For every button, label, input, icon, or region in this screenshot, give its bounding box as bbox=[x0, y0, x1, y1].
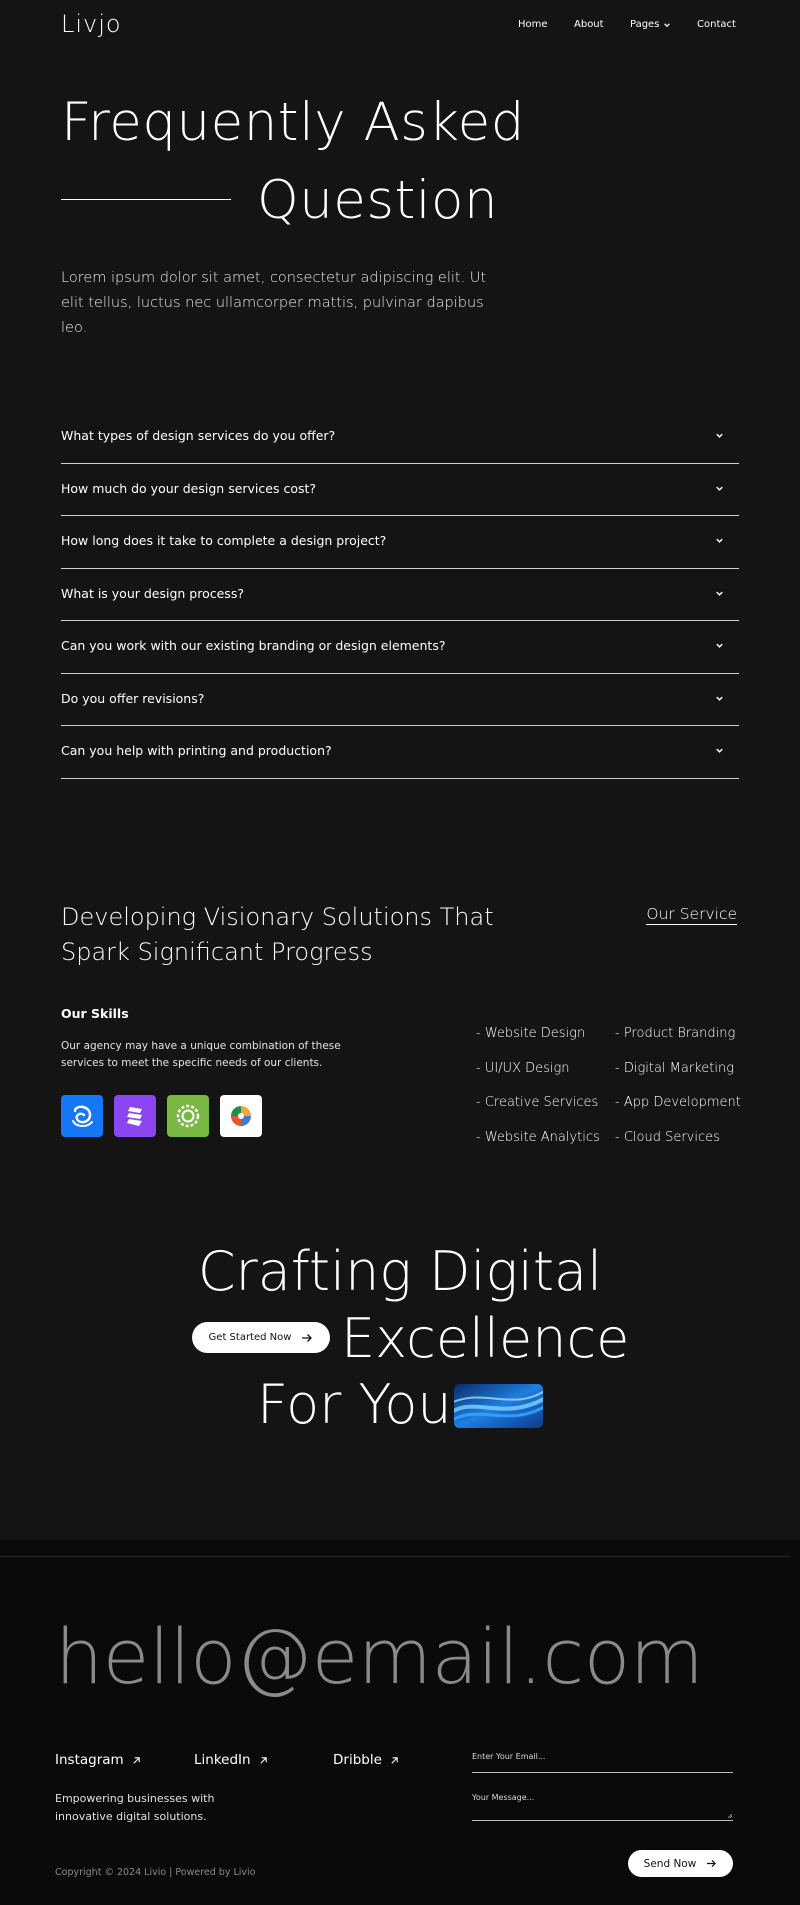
faq-question: How much do your design services cost? bbox=[61, 480, 317, 496]
chevron-down-icon bbox=[714, 588, 725, 599]
chevron-down-icon bbox=[714, 535, 725, 546]
chevron-down-icon bbox=[714, 693, 725, 704]
faq-item[interactable] bbox=[61, 516, 739, 569]
footer-tagline: Empowering businesses with innovative digital solutions. bbox=[55, 1792, 215, 1823]
arrow-up-right-icon bbox=[259, 1756, 268, 1765]
faq-item[interactable] bbox=[61, 621, 739, 674]
title-divider bbox=[61, 199, 231, 200]
nav-pages[interactable] bbox=[630, 19, 671, 30]
service-list-1 bbox=[476, 1017, 600, 1155]
get-started-button[interactable] bbox=[192, 1322, 330, 1353]
resize-handle-icon[interactable] bbox=[727, 1813, 733, 1819]
arrow-right-icon bbox=[706, 1859, 717, 1868]
faq-item[interactable] bbox=[61, 411, 739, 464]
service-item: - Creative Services bbox=[476, 1095, 599, 1110]
instagram-link[interactable] bbox=[55, 1752, 141, 1768]
cta-line1: Crafting Digital bbox=[197, 1240, 603, 1303]
dribble-link[interactable] bbox=[333, 1752, 399, 1768]
service-item: - Digital Marketing bbox=[615, 1060, 735, 1076]
footer-divider bbox=[0, 1556, 790, 1557]
email-placeholder: Enter Your Email... bbox=[472, 1752, 546, 1761]
chevron-down-icon bbox=[663, 21, 671, 29]
copyright: Copyright © 2024 Livio | Powered by Livio bbox=[55, 1867, 256, 1878]
skills-text: Our agency may have a unique combination of these services to meet the specific needs of our clients. bbox=[61, 1040, 341, 1069]
service-item: - Cloud Services bbox=[615, 1129, 720, 1145]
faq-question: What types of design services do you offer? bbox=[61, 428, 336, 443]
faq-question: Can you work with our existing branding or design elements? bbox=[61, 638, 446, 653]
faq-item[interactable] bbox=[61, 726, 739, 779]
service-item: - Website Design bbox=[476, 1026, 586, 1041]
faq-item[interactable] bbox=[61, 464, 739, 517]
dribble-label: Dribble bbox=[333, 1752, 382, 1768]
service-list-2 bbox=[615, 1017, 741, 1155]
faq-item[interactable] bbox=[61, 569, 739, 622]
leaf-app-icon bbox=[220, 1095, 262, 1137]
email-field[interactable] bbox=[472, 1752, 733, 1773]
message-placeholder: Your Message... bbox=[472, 1793, 535, 1802]
service-item: - Product Branding bbox=[615, 1026, 736, 1041]
linkedin-link[interactable] bbox=[194, 1752, 268, 1768]
nav-about[interactable]: About bbox=[574, 19, 604, 30]
chevron-down-icon bbox=[714, 483, 725, 494]
stack-app-icon bbox=[114, 1095, 156, 1137]
gear-app-icon bbox=[167, 1095, 209, 1137]
chevron-down-icon bbox=[714, 430, 725, 441]
service-item: - Website Analytics bbox=[476, 1129, 600, 1145]
faq-question: What is your design process? bbox=[61, 585, 244, 601]
service-item: - UI/UX Design bbox=[476, 1060, 570, 1076]
faq-question: How long does it take to complete a design project? bbox=[61, 533, 387, 548]
send-label: Send Now bbox=[643, 1857, 697, 1870]
abstract-blue-image bbox=[454, 1384, 543, 1428]
faq-question: Do you offer revisions? bbox=[61, 690, 205, 706]
app-icons bbox=[61, 1095, 262, 1137]
faq-item[interactable] bbox=[61, 674, 739, 727]
page-title-line1: Frequently Asked bbox=[61, 92, 525, 153]
contact-email[interactable]: hello@email.com bbox=[55, 1612, 704, 1701]
page-title-line2: Question bbox=[257, 170, 499, 231]
get-started-label: Get Started Now bbox=[208, 1332, 292, 1343]
services-title: Developing Visionary Solutions That Spark Significant Progress bbox=[61, 903, 494, 966]
faq-question: Can you help with printing and production? bbox=[61, 743, 332, 758]
message-field[interactable] bbox=[472, 1793, 733, 1821]
linkedin-label: LinkedIn bbox=[194, 1752, 251, 1768]
arrow-right-icon bbox=[301, 1333, 313, 1343]
instagram-label: Instagram bbox=[55, 1752, 124, 1768]
logo[interactable]: Livjo bbox=[61, 10, 122, 38]
intro-text: Lorem ipsum dolor sit amet, consectetur adipiscing elit. Ut elit tellus, luctus nec ullamcorper mattis, pulvinar dapibus leo. bbox=[61, 270, 487, 336]
swirl-app-icon bbox=[61, 1095, 103, 1137]
nav-contact[interactable]: Contact bbox=[697, 19, 736, 30]
chevron-down-icon bbox=[714, 745, 725, 756]
service-item: - App Development bbox=[615, 1095, 741, 1110]
arrow-up-right-icon bbox=[132, 1756, 141, 1765]
nav-home[interactable]: Home bbox=[518, 19, 548, 30]
arrow-up-right-icon bbox=[390, 1756, 399, 1765]
cta-line2: Excellence bbox=[341, 1307, 630, 1370]
faq-list bbox=[61, 411, 739, 779]
nav-pages-label: Pages bbox=[630, 19, 660, 30]
chevron-down-icon bbox=[714, 640, 725, 651]
our-service-link[interactable]: Our Service bbox=[646, 905, 737, 923]
skills-heading: Our Skills bbox=[61, 1006, 129, 1021]
cta-line3: For You bbox=[257, 1373, 452, 1436]
send-button[interactable] bbox=[628, 1850, 733, 1877]
